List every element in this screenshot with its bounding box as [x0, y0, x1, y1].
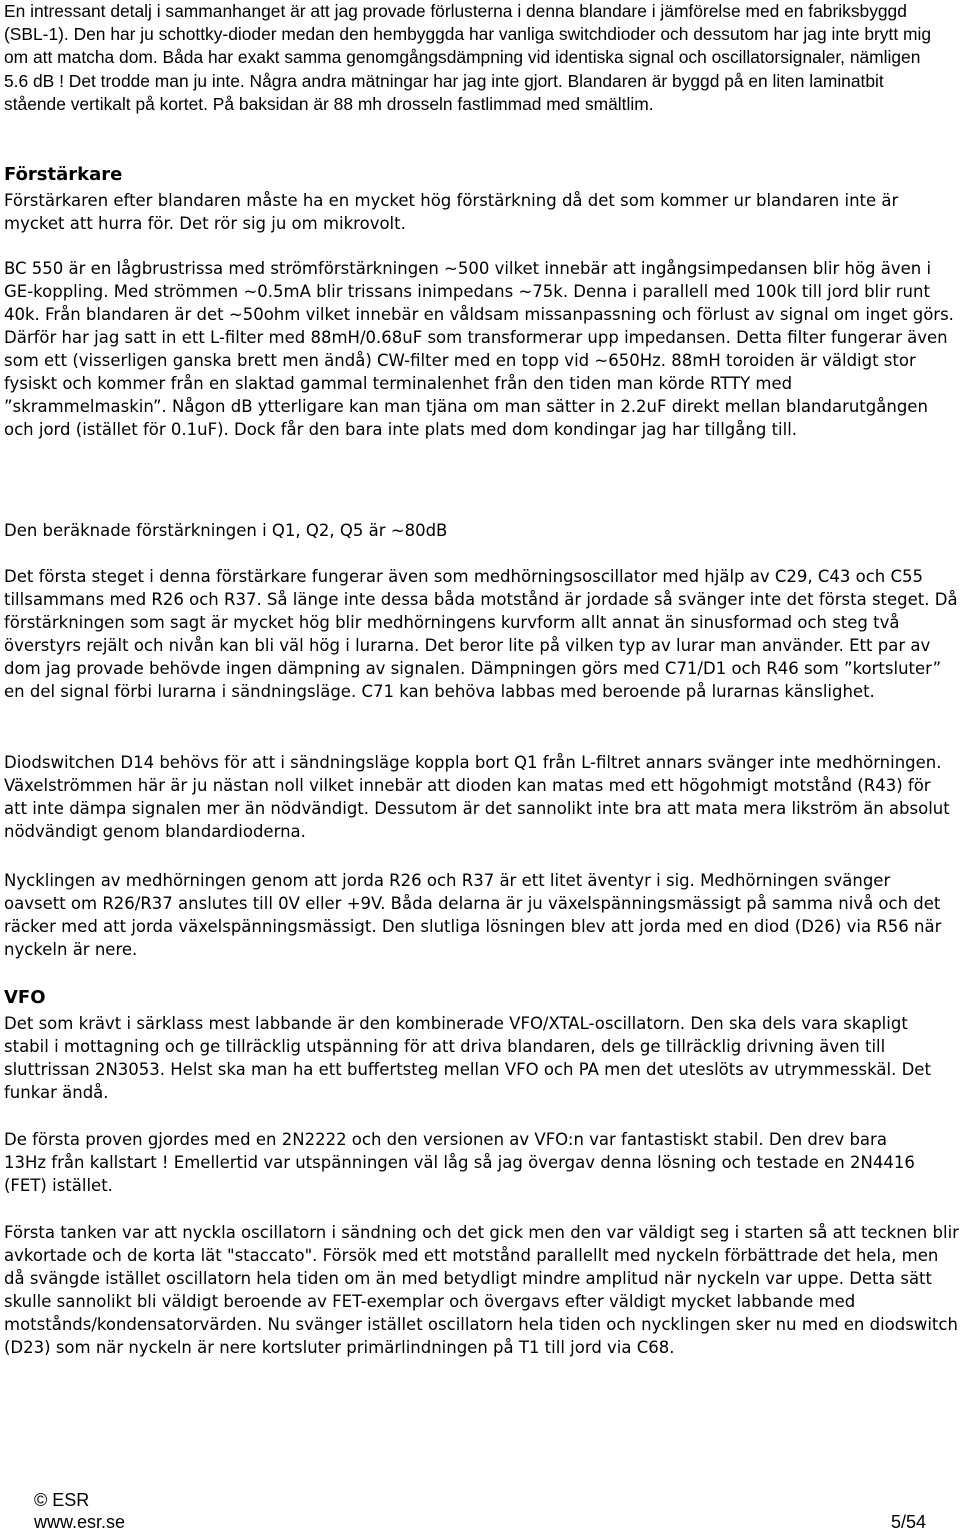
page-footer: [34, 1489, 956, 1533]
forstarkare-paragraph-1: Förstärkaren efter blandaren måste ha en mycket hög förstärkning då det som kommer ur blandaren inte är mycket att hurra för. Det rör sig ju om mikrovolt.: [4, 191, 899, 233]
vfo-paragraph-1: Det som krävt i särklass mest labbande är den kombinerade VFO/XTAL-oscillatorn. Den ska dels vara skapligt stabil i mottagning och ge tillräcklig utspänning för att driva blandaren, dels ge tillräcklig drivning även till sluttrissan 2N3053. Helst ska man ha ett buffertsteg mellan VFO och PA men det uteslöts av utrymmesskäl. Det funkar ändå.: [4, 1014, 931, 1102]
section-heading-vfo: VFO: [4, 987, 46, 1008]
copyright-text: © ESR: [34, 1490, 90, 1510]
forstarkare-paragraph-6: Nycklingen av medhörningen genom att jorda R26 och R37 är ett litet äventyr i sig. Medhörningen svänger oavsett om R26/R37 anslutes till 0V eller +9V. Båda delarna är ju växelspänningsmässigt på samma nivå och det räcker med att jorda växelspänningsmässigt. Den slutliga lösningen blev att jorda med en diod (D26) via R56 när nyckeln är nere.: [4, 871, 942, 959]
vfo-paragraph-3: Första tanken var att nyckla oscillatorn i sändning och det gick men den var väldigt seg i starten så att tecknen blir avkortade och de korta lät "staccato". Försök med ett motstånd parallellt med nyckeln förbättrade det hela, men då svängde istället oscillatorn hela tiden om än med betydligt mindre amplitud när nyckeln var uppe. Detta sätt skulle sannolikt bli väldigt beroende av FET-exemplar och övergavs efter väldigt mycket labbande med motstånds/kondensatorvärden. Nu svänger istället oscillatorn hela tiden och nycklingen sker nu med en diodswitch (D23) som när nyckeln är nere kortsluter primärlindningen på T1 till jord via C68.: [4, 1223, 959, 1357]
forstarkare-paragraph-2: BC 550 är en lågbrustrissa med strömförstärkningen ~500 vilket innebär att ingångsimpedansen blir hög även i GE-koppling. Med strömmen ~0.5mA blir trissans inimpedans ~75k. Denna i parallell med 100k till jord blir runt 40k. Från blandaren är det ~50ohm vilket innebär en våldsam missanpassning och förlust av signal om inget görs. Därför har jag satt in ett L-filter med 88mH/0.68uF som transformerar upp impedansen. Detta filter fungerar även som ett (visserligen ganska brett men ändå) CW-filter med en topp vid ~650Hz. 88mH toroiden är väldigt stor fysiskt och kommer från en slaktad gammal terminalenhet från den tiden man körde RTTY med ”skrammelmaskin”. Någon dB ytterligare kan man tjäna om man sätter in 2.2uF direkt mellan blandarutgången och jord (istället för 0.1uF). Dock får den bara inte plats med dom kondingar jag har tillgång till.: [4, 259, 954, 439]
vfo-paragraph-2: De första proven gjordes med en 2N2222 och den versionen av VFO:n var fantastiskt stabil. Den drev bara 13Hz från kallstart ! Emellertid var utspänningen väl låg så jag övergav denna lösning och testade en 2N4416 (FET) istället.: [4, 1130, 915, 1195]
section-heading-forstarkare: Förstärkare: [4, 164, 123, 185]
page-number: 5/54: [890, 1512, 926, 1532]
footer-url-link[interactable]: www.esr.se: [34, 1512, 126, 1532]
forstarkare-paragraph-5: Diodswitchen D14 behövs för att i sändningsläge koppla bort Q1 från L-filtret annars svänger inte medhörningen. Växelströmmen här är ju nästan noll vilket innebär att dioden kan matas med ett högohmigt motstånd (R43) för att inte dämpa signalen mer än nödvändigt. Dessutom är det sannolikt inte bra att mata mera likström än absolut nödvändigt genom blandardioderna.: [4, 753, 950, 841]
intro-paragraph: En intressant detalj i sammanhanget är att jag provade förlusterna i denna blandare i jämförelse med en fabriksbyggd (SBL-1). Den har ju schottky-dioder medan den hembyggda har vanliga switchdioder och dessutom har jag inte brytt mig om att matcha dom. Båda har exakt samma genomgångsdämpning vid identiska signal och oscillatorsignaler, nämligen 5.6 dB ! Det trodde man ju inte. Några andra mätningar har jag inte gjort. Blandaren är byggd på en liten laminatbit stående vertikalt på kortet. På baksidan är 88 mh drosseln fastlimmad med smältlim.: [4, 1, 932, 114]
forstarkare-paragraph-4: Det första steget i denna förstärkare fungerar även som medhörningsoscillator med hjälp av C29, C43 och C55 tillsammans med R26 och R37. Så länge inte dessa båda motstånd är jordade så svänger inte det första steget. Då förstärkningen som sagt är mycket hög blir medhörningens kurvform allt annat än sinusformad och steg två överstyrs rejält och nivån kan bli väl hög i lurarna. Det beror lite på vilken typ av lurar man använder. Ett par av dom jag provade behövde ingen dämpning av signalen. Dämpningen görs med C71/D1 och R46 som ”kortsluter” en del signal förbi lurarna i sändningsläge. C71 kan behöva labbas med beroende på lurarnas känslighet.: [4, 567, 958, 701]
forstarkare-paragraph-3: Den beräknade förstärkningen i Q1, Q2, Q5 är ~80dB: [4, 521, 448, 540]
